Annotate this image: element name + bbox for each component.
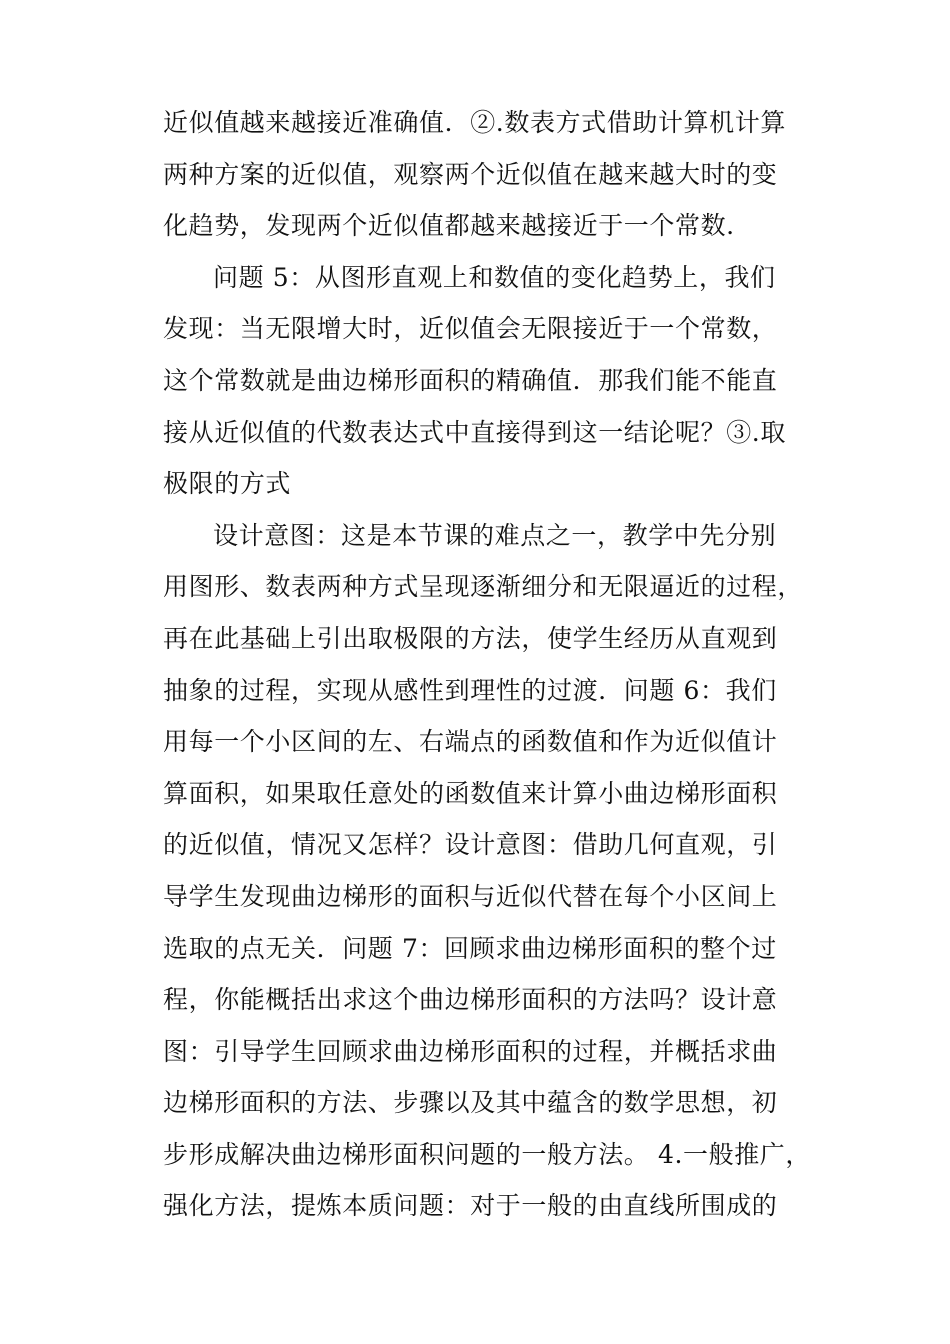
text-line-11: 再在此基础上引出取极限的方法，使学生经历从直观到 xyxy=(163,623,778,653)
text-line-1: 近似值越来越接近准确值．②.数表方式借助计算机计算 xyxy=(163,108,786,137)
body-text xyxy=(163,97,812,1232)
text-line-18: 程，你能概括出求这个曲边梯形面积的方法吗？设计意 xyxy=(163,985,778,1015)
text-line-17: 选取的点无关．问题 7：回顾求曲边梯形面积的整个过 xyxy=(163,933,777,963)
text-line-19: 图：引导学生回顾求曲边梯形面积的过程，并概括求曲 xyxy=(163,1036,778,1066)
text-line-16: 导学生发现曲边梯形的面积与近似代替在每个小区间上 xyxy=(163,881,778,911)
text-line-20: 边梯形面积的方法、步骤以及其中蕴含的数学思想，初 xyxy=(163,1088,778,1118)
text-line-4: 问题 5：从图形直观上和数值的变化趋势上，我们 xyxy=(213,262,776,292)
text-line-12: 抽象的过程，实现从感性到理性的过渡．问题 6：我们 xyxy=(163,675,777,705)
text-line-8: 极限的方式 xyxy=(163,469,292,499)
text-line-9: 设计意图：这是本节课的难点之一，教学中先分别 xyxy=(213,520,777,550)
text-line-22: 强化方法，提炼本质问题：对于一般的由直线所围成的 xyxy=(163,1191,778,1221)
text-line-5: 发现：当无限增大时，近似值会无限接近于一个常数， xyxy=(163,314,778,344)
text-line-14: 算面积，如果取任意处的函数值来计算小曲边梯形面积 xyxy=(163,778,778,808)
text-line-2: 两种方案的近似值，观察两个近似值在越来越大时的变 xyxy=(163,159,778,189)
text-line-10: 用图形、数表两种方式呈现逐渐细分和无限逼近的过程， xyxy=(163,572,804,602)
text-line-13: 用每一个小区间的左、右端点的函数值和作为近似值计 xyxy=(163,727,778,757)
text-line-21: 步形成解决曲边梯形面积问题的一般方法。 4.一般推广， xyxy=(163,1139,812,1169)
text-line-3: 化趋势，发现两个近似值都越来越接近于一个常数． xyxy=(163,211,752,241)
text-line-15: 的近似值，情况又怎样？设计意图：借助几何直观，引 xyxy=(163,830,778,860)
text-line-6: 这个常数就是曲边梯形面积的精确值．那我们能不能直 xyxy=(163,365,778,395)
text-line-7: 接从近似值的代数表达式中直接得到这一结论呢？③.取 xyxy=(163,417,786,447)
